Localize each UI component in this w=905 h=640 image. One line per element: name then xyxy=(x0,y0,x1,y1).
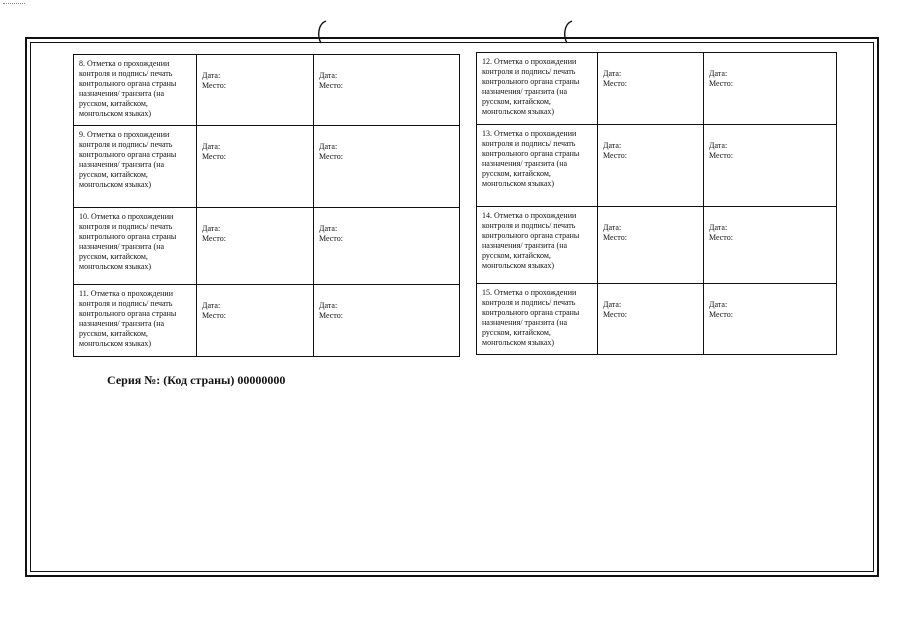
place-label: Место: xyxy=(709,151,733,160)
table-row xyxy=(74,126,460,208)
table-row xyxy=(477,284,837,355)
date-label: Дата: xyxy=(319,142,338,151)
row-description: 12. Отметка о прохождении контроля и подпись/ печать контрольного органа страны назначения/ транзита (на русском, китайском, монгольском языках) xyxy=(477,53,598,125)
stamp-cell[interactable] xyxy=(598,207,704,284)
row-description: 11. Отметка о прохождении контроля и подпись/ печать контрольного органа страны назначения/ транзита (на русском, китайском, монгольском языках) xyxy=(74,285,197,357)
date-label: Дата: xyxy=(709,300,728,309)
date-label: Дата: xyxy=(603,223,622,232)
stamp-cell[interactable] xyxy=(314,126,460,208)
place-label: Место: xyxy=(709,233,733,242)
stamp-cell[interactable] xyxy=(704,53,837,125)
date-label: Дата: xyxy=(603,69,622,78)
left-control-table xyxy=(73,54,460,357)
date-label: Дата: xyxy=(603,141,622,150)
row-description: 10. Отметка о прохождении контроля и подпись/ печать контрольного органа страны назначения/ транзита (на русском, китайском, монгольском языках) xyxy=(74,208,197,285)
stamp-cell[interactable] xyxy=(197,285,314,357)
date-label: Дата: xyxy=(202,142,221,151)
stamp-cell[interactable] xyxy=(704,207,837,284)
place-label: Место: xyxy=(319,152,343,161)
right-control-table xyxy=(476,52,837,355)
stamp-cell[interactable] xyxy=(598,53,704,125)
row-description: 15. Отметка о прохождении контроля и подпись/ печать контрольного органа страны назначения/ транзита (на русском, китайском, монгольском языках) xyxy=(477,284,598,355)
date-label: Дата: xyxy=(202,224,221,233)
stamp-cell[interactable] xyxy=(314,208,460,285)
date-label: Дата: xyxy=(319,71,338,80)
stamp-cell[interactable] xyxy=(598,125,704,207)
place-label: Место: xyxy=(603,79,627,88)
place-label: Место: xyxy=(202,81,226,90)
place-label: Место: xyxy=(709,310,733,319)
stamp-cell[interactable] xyxy=(704,125,837,207)
stamp-cell[interactable] xyxy=(314,55,460,126)
place-label: Место: xyxy=(603,233,627,242)
table-row xyxy=(477,207,837,284)
place-label: Место: xyxy=(319,81,343,90)
date-label: Дата: xyxy=(202,301,221,310)
date-label: Дата: xyxy=(319,301,338,310)
place-label: Место: xyxy=(603,151,627,160)
fold-mark-right xyxy=(560,20,576,44)
date-label: Дата: xyxy=(709,69,728,78)
place-label: Место: xyxy=(202,234,226,243)
place-label: Место: xyxy=(319,311,343,320)
table-row xyxy=(74,208,460,285)
fold-mark-left xyxy=(314,20,330,44)
place-label: Место: xyxy=(202,311,226,320)
date-label: Дата: xyxy=(709,223,728,232)
stamp-cell[interactable] xyxy=(197,208,314,285)
stamp-cell[interactable] xyxy=(704,284,837,355)
table-row xyxy=(74,285,460,357)
row-description: 8. Отметка о прохождении контроля и подпись/ печать контрольного органа страны назначения/ транзита (на русском, китайском, монгольском языках) xyxy=(74,55,197,126)
place-label: Место: xyxy=(603,310,627,319)
stamp-cell[interactable] xyxy=(197,55,314,126)
row-description: 14. Отметка о прохождении контроля и подпись/ печать контрольного органа страны назначения/ транзита (на русском, китайском, монгольском языках) xyxy=(477,207,598,284)
date-label: Дата: xyxy=(202,71,221,80)
row-description: 9. Отметка о прохождении контроля и подпись/ печать контрольного органа страны назначения/ транзита (на русском, китайском, монгольском языках) xyxy=(74,126,197,208)
stamp-cell[interactable] xyxy=(314,285,460,357)
row-description: 13. Отметка о прохождении контроля и подпись/ печать контрольного органа страны назначения/ транзита (на русском, китайском, монгольском языках) xyxy=(477,125,598,207)
place-label: Место: xyxy=(202,152,226,161)
place-label: Место: xyxy=(709,79,733,88)
stamp-cell[interactable] xyxy=(197,126,314,208)
table-row xyxy=(477,53,837,125)
table-row xyxy=(74,55,460,126)
series-number: Серия №: (Код страны) 00000000 xyxy=(107,373,286,387)
scan-mark xyxy=(3,3,25,5)
place-label: Место: xyxy=(319,234,343,243)
date-label: Дата: xyxy=(709,141,728,150)
date-label: Дата: xyxy=(319,224,338,233)
table-row xyxy=(477,125,837,207)
stamp-cell[interactable] xyxy=(598,284,704,355)
date-label: Дата: xyxy=(603,300,622,309)
